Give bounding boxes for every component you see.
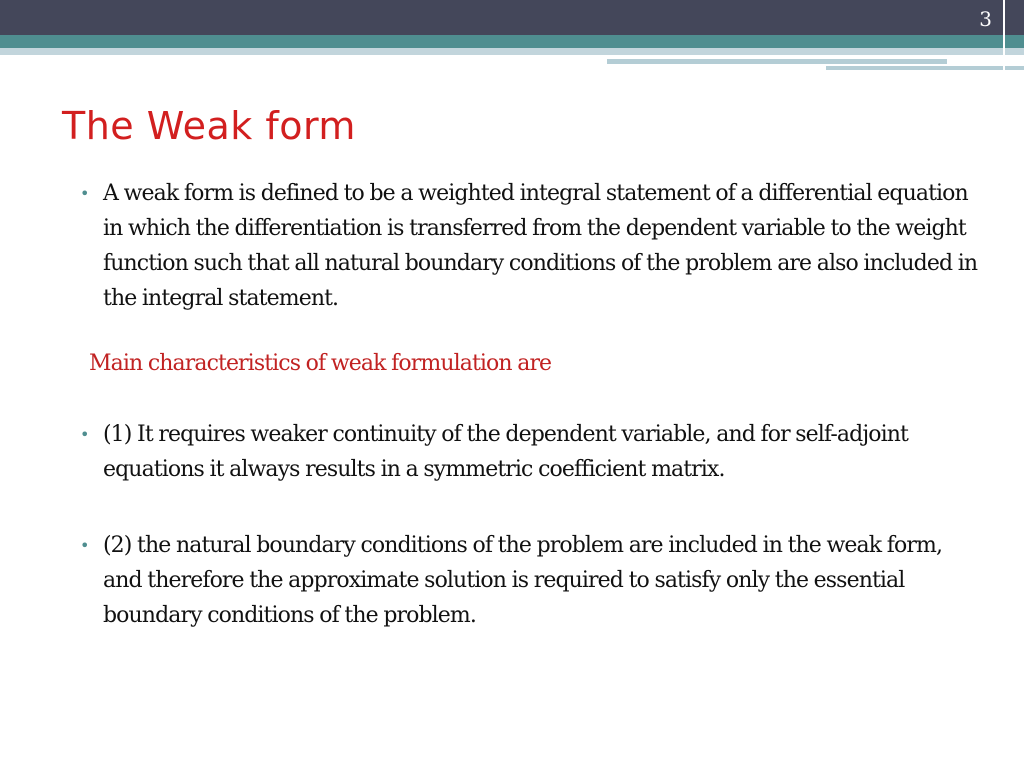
header-dark-bar [0, 0, 1024, 35]
bullet-text: A weak form is defined to be a weighted integral statement of a differential equation in which the differentiation is transferred from the dependent variable to the weight function such that all natural boundary conditions of the problem are also included in the integral statement. [103, 181, 978, 311]
slide-number: 3 [979, 7, 992, 31]
bullet-icon: • [80, 425, 90, 444]
slide-title: The Weak form [62, 104, 356, 148]
header-accent-line [607, 59, 947, 64]
header-pale-band [0, 48, 1024, 55]
bullet-text: (1) It requires weaker continuity of the dependent variable, and for self-adjoint equations it always results in a symmetric coefficient matrix. [103, 422, 908, 482]
header-accent-line-short [826, 66, 1024, 70]
bullet-icon: • [80, 184, 90, 203]
subheading: Main characteristics of weak formulation are [89, 351, 552, 376]
bullet-item [80, 417, 980, 487]
bullet-item [80, 176, 980, 316]
bullet-item [80, 528, 980, 633]
slide-content [80, 176, 980, 633]
bullet-text: (2) the natural boundary conditions of the problem are included in the weak form, and therefore the approximate solution is required to satisfy only the essential boundary conditions of the problem. [103, 533, 943, 628]
header-teal-band [0, 35, 1024, 48]
bullet-icon: • [80, 536, 90, 555]
header-vertical-divider [1003, 0, 1005, 72]
